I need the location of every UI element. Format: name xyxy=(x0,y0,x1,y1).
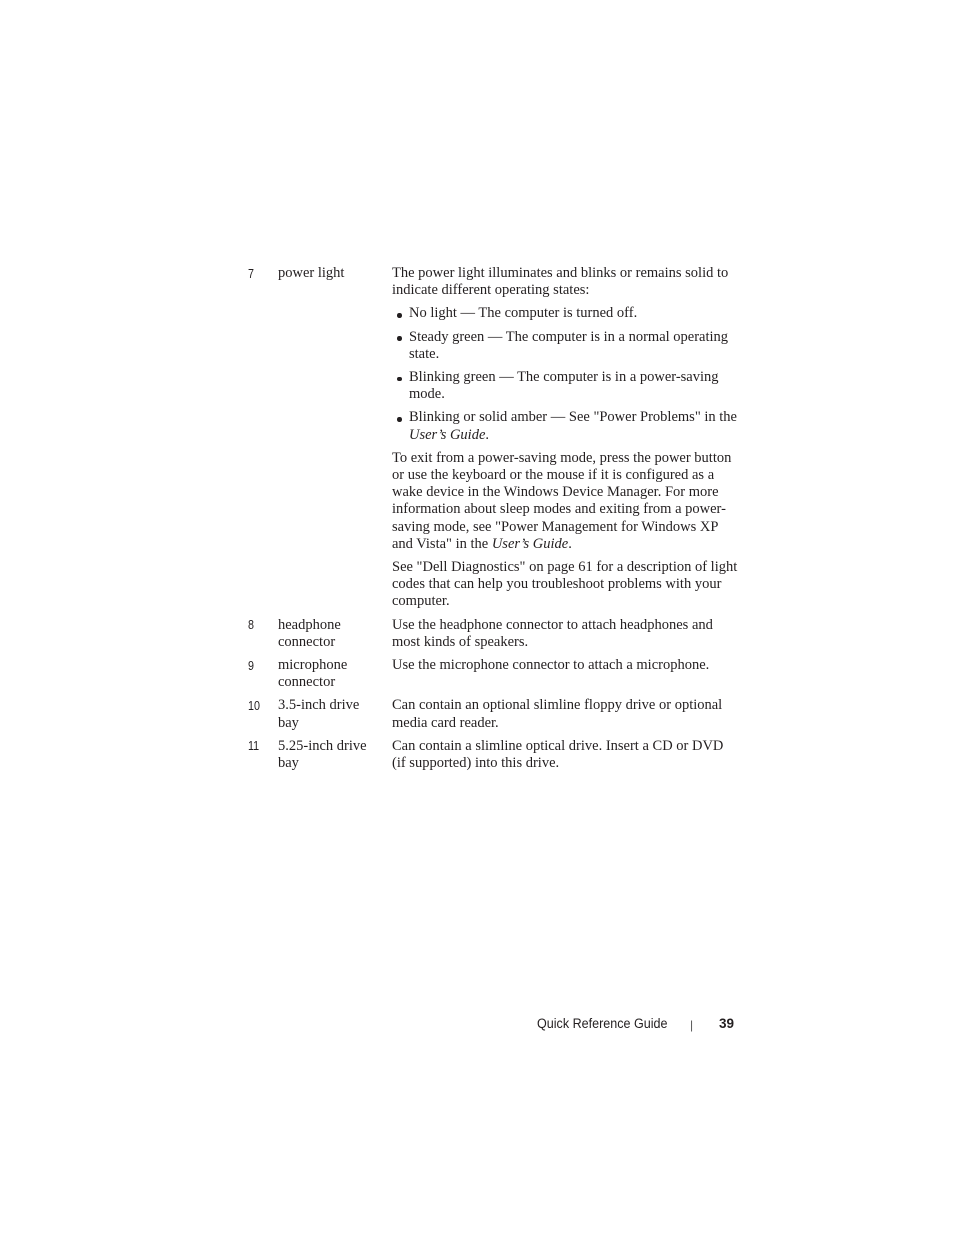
description-paragraph xyxy=(392,738,748,772)
front-panel-table xyxy=(248,265,748,772)
table-row-headphone-connector xyxy=(248,617,748,651)
row-description xyxy=(392,657,748,691)
guide-reference: User’s Guide xyxy=(409,426,486,443)
text-segment: and Vista" in the xyxy=(392,535,492,552)
text-line: Can contain an optional slimline floppy drive or optional xyxy=(392,697,723,714)
row-label xyxy=(278,657,392,691)
row-label-line: bay xyxy=(278,714,299,731)
text-line: indicate different operating states: xyxy=(392,282,590,299)
row-label xyxy=(278,738,392,772)
text-line xyxy=(392,536,748,553)
text-line: To exit from a power-saving mode, press the power button xyxy=(392,449,732,466)
guide-reference: User’s Guide xyxy=(491,535,569,552)
description-paragraph xyxy=(392,697,748,731)
text-line xyxy=(409,427,748,444)
text-line: Use the headphone connector to attach headphones and xyxy=(392,616,713,633)
table-row-5-25-inch-drive-bay xyxy=(248,738,748,772)
table-row-microphone-connector xyxy=(248,657,748,691)
text-line: media card reader. xyxy=(392,714,499,731)
bullet-icon xyxy=(397,336,402,341)
row-label-line: connector xyxy=(278,674,336,691)
page-footer xyxy=(0,1016,954,1036)
text-line: computer. xyxy=(392,593,450,610)
row-description xyxy=(392,265,748,611)
list-item xyxy=(392,305,748,322)
row-number: 10 xyxy=(248,698,260,713)
list-item xyxy=(392,369,748,403)
row-label-line: microphone xyxy=(278,657,348,674)
text-line: Use the microphone connector to attach a microphone. xyxy=(392,657,710,674)
description-paragraph xyxy=(392,617,748,651)
bullet-icon xyxy=(397,377,402,382)
list-item xyxy=(392,409,748,443)
row-label-line: bay xyxy=(278,755,299,772)
row-label-line: 5.25-inch drive xyxy=(278,737,367,754)
text-line: Blinking green — The computer is in a power-saving xyxy=(409,369,719,386)
exit-note-paragraph xyxy=(392,450,748,553)
row-label xyxy=(278,697,392,731)
sentence-end: . xyxy=(568,535,572,552)
text-line: mode. xyxy=(409,386,445,403)
table-row-power-light xyxy=(248,265,748,611)
text-line: information about sleep modes and exiting from a power- xyxy=(392,501,726,518)
description-paragraph xyxy=(392,657,748,674)
row-label xyxy=(278,265,392,611)
text-line: No light — The computer is turned off. xyxy=(409,305,638,322)
row-number: 11 xyxy=(248,739,260,754)
text-line: state. xyxy=(409,345,440,362)
bullet-icon xyxy=(397,417,402,422)
row-description xyxy=(392,738,748,772)
row-label xyxy=(278,617,392,651)
row-description xyxy=(392,617,748,651)
row-number: 7 xyxy=(248,266,254,281)
row-label-line: headphone xyxy=(278,616,341,633)
guide-title: Quick Reference Guide xyxy=(537,1016,668,1031)
row-label-line: connector xyxy=(278,633,336,650)
row-number: 8 xyxy=(248,618,254,633)
diagnostics-note-paragraph xyxy=(392,559,748,611)
row-number: 9 xyxy=(248,658,254,673)
text-line: (if supported) into this drive. xyxy=(392,755,560,772)
list-item xyxy=(392,329,748,363)
row-description xyxy=(392,697,748,731)
text-line: or use the keyboard or the mouse if it is configured as a xyxy=(392,467,715,484)
text-line: saving mode, see "Power Management for Windows XP xyxy=(392,518,719,535)
row-label-line: power light xyxy=(278,265,345,281)
text-line: Can contain a slimline optical drive. Insert a CD or DVD xyxy=(392,737,724,754)
intro-paragraph xyxy=(392,265,748,299)
text-line: The power light illuminates and blinks or remains solid to xyxy=(392,265,729,281)
page-number: 39 xyxy=(719,1016,735,1031)
row-label-line: 3.5-inch drive xyxy=(278,697,360,714)
text-line: codes that can help you troubleshoot problems with your xyxy=(392,576,722,593)
table-row-3-5-inch-drive-bay xyxy=(248,697,748,731)
text-line: wake device in the Windows Device Manager. For more xyxy=(392,484,719,501)
sentence-end: . xyxy=(485,426,490,443)
text-line: most kinds of speakers. xyxy=(392,633,529,650)
operating-states-list xyxy=(392,305,748,443)
bullet-icon xyxy=(397,313,402,318)
text-line: Steady green — The computer is in a normal operating xyxy=(409,328,729,345)
text-line: Blinking or solid amber — See "Power Problems" in the xyxy=(409,409,737,426)
footer-separator: | xyxy=(690,1018,694,1032)
text-line: See "Dell Diagnostics" on page 61 for a description of light xyxy=(392,559,738,576)
